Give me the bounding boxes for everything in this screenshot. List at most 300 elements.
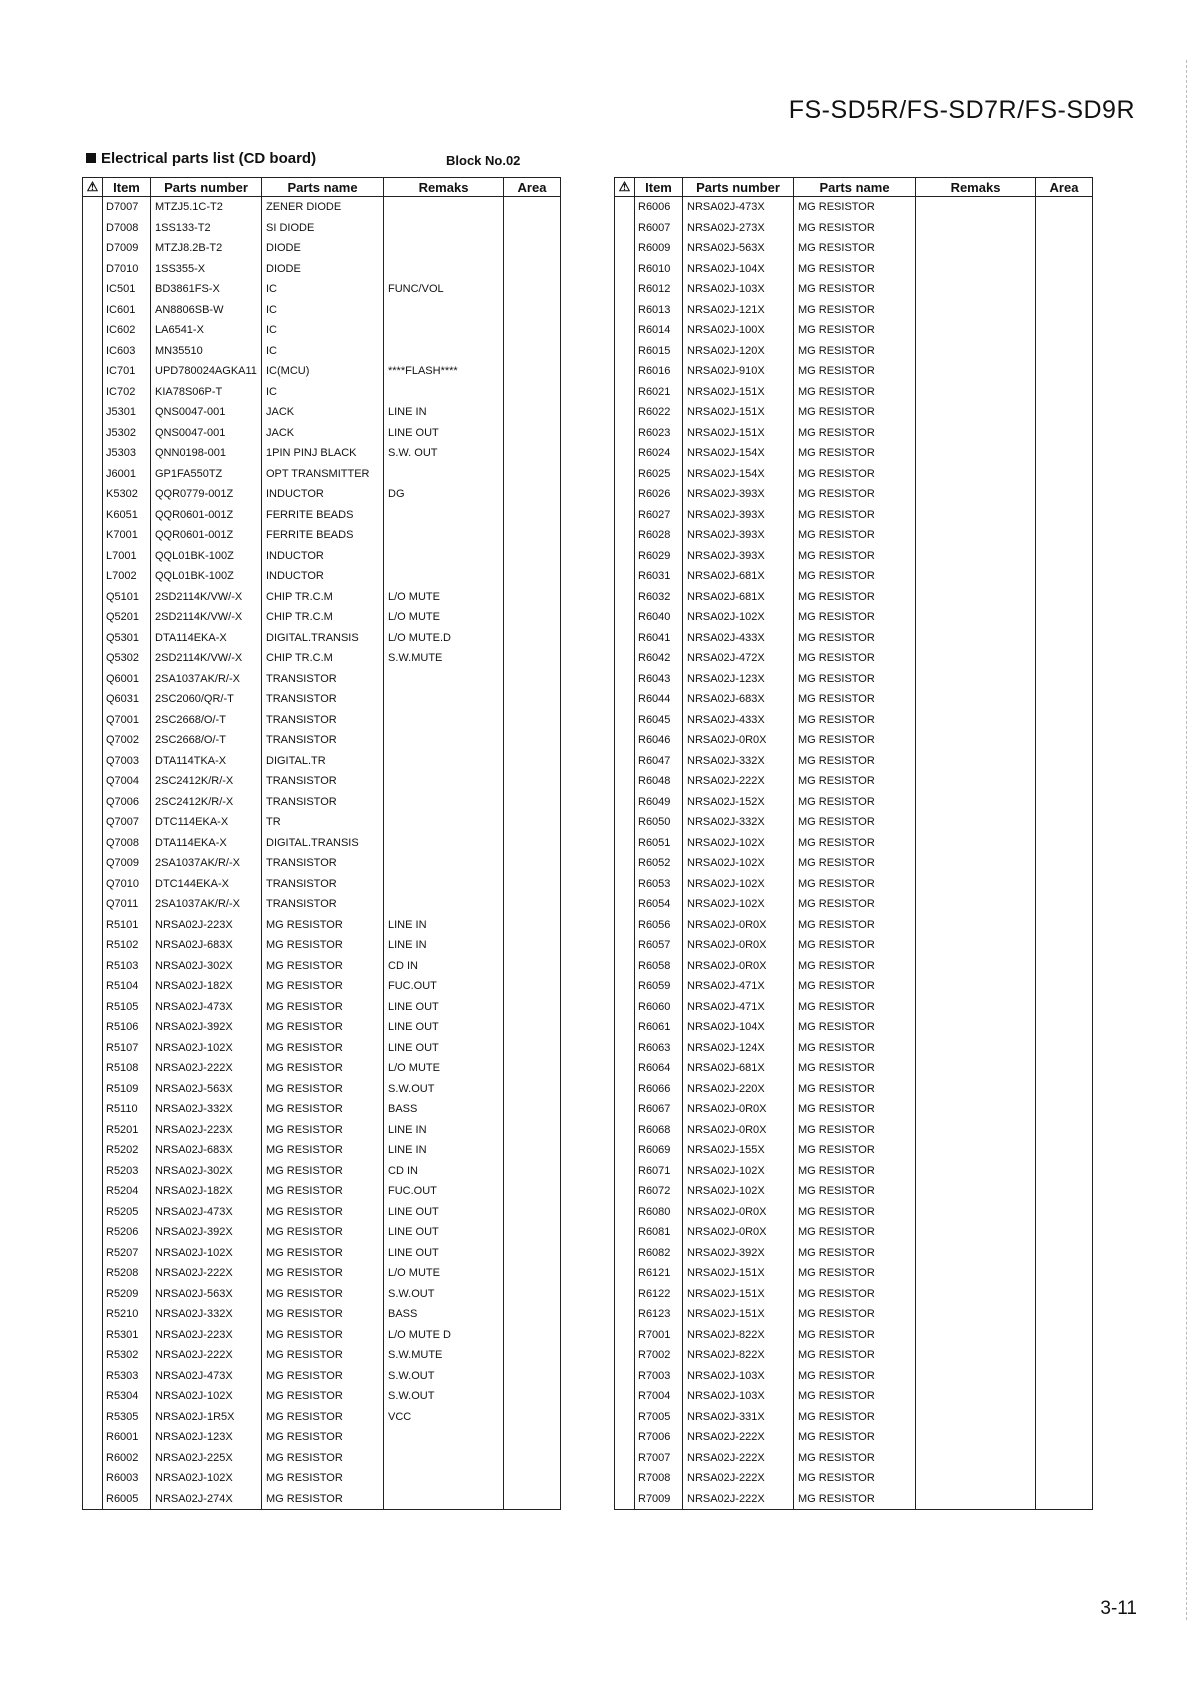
- column-header-part-name: Parts name: [794, 178, 916, 197]
- flag-cell: [83, 341, 103, 362]
- table-row: [83, 525, 561, 546]
- part-name-cell: JACK: [262, 402, 384, 423]
- flag-cell: [615, 402, 635, 423]
- remarks-cell: [916, 423, 1036, 444]
- item-cell: Q7009: [103, 853, 151, 874]
- part-name-cell: MG RESISTOR: [794, 423, 916, 444]
- item-cell: R5203: [103, 1161, 151, 1182]
- item-cell: K5302: [103, 484, 151, 505]
- area-cell: [1036, 382, 1093, 403]
- item-cell: R6043: [635, 669, 683, 690]
- item-cell: R5210: [103, 1304, 151, 1325]
- flag-cell: [615, 607, 635, 628]
- remarks-cell: [916, 833, 1036, 854]
- area-cell: [1036, 525, 1093, 546]
- flag-cell: [83, 1325, 103, 1346]
- area-cell: [1036, 1263, 1093, 1284]
- part-name-cell: MG RESISTOR: [794, 197, 916, 218]
- part-name-cell: TRANSISTOR: [262, 669, 384, 690]
- table-row: [83, 792, 561, 813]
- part-name-cell: MG RESISTOR: [794, 792, 916, 813]
- flag-cell: [83, 976, 103, 997]
- remarks-cell: [384, 833, 504, 854]
- item-cell: R6121: [635, 1263, 683, 1284]
- item-cell: R5207: [103, 1243, 151, 1264]
- item-cell: R6026: [635, 484, 683, 505]
- area-cell: [1036, 997, 1093, 1018]
- flag-cell: [83, 669, 103, 690]
- flag-cell: [83, 1017, 103, 1038]
- area-cell: [504, 546, 561, 567]
- part-name-cell: MG RESISTOR: [794, 894, 916, 915]
- part-number-cell: NRSA02J-393X: [683, 525, 794, 546]
- area-cell: [504, 1284, 561, 1305]
- remarks-cell: [384, 320, 504, 341]
- flag-cell: [615, 300, 635, 321]
- table-row: [83, 341, 561, 362]
- table-row: [615, 423, 1093, 444]
- flag-cell: [83, 566, 103, 587]
- remarks-cell: [916, 525, 1036, 546]
- remarks-cell: [916, 997, 1036, 1018]
- part-name-cell: MG RESISTOR: [262, 956, 384, 977]
- item-cell: R6059: [635, 976, 683, 997]
- caution-icon: ⚠: [83, 178, 103, 197]
- area-cell: [1036, 1448, 1093, 1469]
- remarks-cell: [916, 976, 1036, 997]
- table-row: [615, 894, 1093, 915]
- part-number-cell: 2SA1037AK/R/-X: [151, 894, 262, 915]
- area-cell: [1036, 1099, 1093, 1120]
- area-cell: [1036, 505, 1093, 526]
- part-number-cell: NRSA02J-274X: [151, 1489, 262, 1510]
- part-number-cell: NRSA02J-104X: [683, 259, 794, 280]
- table-row: [615, 935, 1093, 956]
- remarks-cell: FUC.OUT: [384, 976, 504, 997]
- flag-cell: [83, 607, 103, 628]
- item-cell: R6025: [635, 464, 683, 485]
- table-row: [83, 812, 561, 833]
- area-cell: [504, 341, 561, 362]
- item-cell: R6007: [635, 218, 683, 239]
- part-name-cell: IC: [262, 382, 384, 403]
- flag-cell: [83, 1427, 103, 1448]
- area-cell: [504, 771, 561, 792]
- part-number-cell: NRSA02J-222X: [151, 1345, 262, 1366]
- remarks-cell: [916, 874, 1036, 895]
- flag-cell: [83, 874, 103, 895]
- item-cell: R5204: [103, 1181, 151, 1202]
- part-name-cell: MG RESISTOR: [794, 1140, 916, 1161]
- item-cell: K6051: [103, 505, 151, 526]
- column-header-area: Area: [504, 178, 561, 197]
- flag-cell: [615, 587, 635, 608]
- remarks-cell: [916, 1161, 1036, 1182]
- flag-cell: [83, 1038, 103, 1059]
- item-cell: R6023: [635, 423, 683, 444]
- part-number-cell: NRSA02J-104X: [683, 1017, 794, 1038]
- area-cell: [504, 894, 561, 915]
- flag-cell: [83, 751, 103, 772]
- remarks-cell: [916, 1202, 1036, 1223]
- item-cell: R6013: [635, 300, 683, 321]
- area-cell: [504, 1468, 561, 1489]
- column-header-part-name: Parts name: [262, 178, 384, 197]
- part-number-cell: QNN0198-001: [151, 443, 262, 464]
- table-row: [83, 1181, 561, 1202]
- area-cell: [504, 197, 561, 218]
- part-number-cell: NRSA02J-472X: [683, 648, 794, 669]
- remarks-cell: LINE IN: [384, 915, 504, 936]
- part-name-cell: MG RESISTOR: [794, 1058, 916, 1079]
- flag-cell: [83, 1222, 103, 1243]
- part-number-cell: NRSA02J-683X: [683, 689, 794, 710]
- item-cell: R5303: [103, 1366, 151, 1387]
- item-cell: L7001: [103, 546, 151, 567]
- remarks-cell: [916, 648, 1036, 669]
- table-row: [83, 1243, 561, 1264]
- remarks-cell: L/O MUTE D: [384, 1325, 504, 1346]
- part-name-cell: IC: [262, 300, 384, 321]
- part-name-cell: MG RESISTOR: [262, 1468, 384, 1489]
- remarks-cell: L/O MUTE: [384, 607, 504, 628]
- table-row: [615, 1304, 1093, 1325]
- part-name-cell: MG RESISTOR: [794, 1284, 916, 1305]
- flag-cell: [615, 894, 635, 915]
- part-name-cell: MG RESISTOR: [794, 484, 916, 505]
- item-cell: R6058: [635, 956, 683, 977]
- table-row: [83, 361, 561, 382]
- part-name-cell: MG RESISTOR: [794, 1427, 916, 1448]
- remarks-cell: [384, 710, 504, 731]
- part-name-cell: MG RESISTOR: [794, 1448, 916, 1469]
- flag-cell: [83, 1345, 103, 1366]
- area-cell: [1036, 607, 1093, 628]
- item-cell: D7008: [103, 218, 151, 239]
- flag-cell: [615, 1161, 635, 1182]
- flag-cell: [615, 341, 635, 362]
- table-row: [615, 1407, 1093, 1428]
- part-number-cell: UPD780024AGKA11: [151, 361, 262, 382]
- table-row: [615, 1140, 1093, 1161]
- table-row: [615, 300, 1093, 321]
- flag-cell: [83, 956, 103, 977]
- remarks-cell: [384, 771, 504, 792]
- flag-cell: [83, 484, 103, 505]
- flag-cell: [83, 1263, 103, 1284]
- area-cell: [504, 1161, 561, 1182]
- column-header-remarks: Remaks: [916, 178, 1036, 197]
- part-number-cell: NRSA02J-393X: [683, 484, 794, 505]
- part-number-cell: NRSA02J-155X: [683, 1140, 794, 1161]
- table-header-row: [83, 178, 561, 197]
- table-row: [615, 648, 1093, 669]
- item-cell: R5209: [103, 1284, 151, 1305]
- item-cell: D7009: [103, 238, 151, 259]
- remarks-cell: [916, 238, 1036, 259]
- area-cell: [1036, 1161, 1093, 1182]
- table-row: [83, 976, 561, 997]
- flag-cell: [615, 525, 635, 546]
- area-cell: [1036, 1345, 1093, 1366]
- item-cell: Q5302: [103, 648, 151, 669]
- table-row: [83, 1386, 561, 1407]
- item-cell: L7002: [103, 566, 151, 587]
- part-number-cell: NRSA02J-0R0X: [683, 1202, 794, 1223]
- area-cell: [1036, 853, 1093, 874]
- table-row: [83, 1448, 561, 1469]
- part-name-cell: MG RESISTOR: [794, 1386, 916, 1407]
- remarks-cell: L/O MUTE: [384, 1263, 504, 1284]
- area-cell: [504, 505, 561, 526]
- area-cell: [504, 1202, 561, 1223]
- part-name-cell: MG RESISTOR: [794, 1181, 916, 1202]
- item-cell: R6021: [635, 382, 683, 403]
- table-row: [615, 464, 1093, 485]
- item-cell: R6071: [635, 1161, 683, 1182]
- part-name-cell: DIGITAL.TRANSIS: [262, 628, 384, 649]
- table-row: [83, 1038, 561, 1059]
- table-row: [83, 833, 561, 854]
- table-row: [83, 1017, 561, 1038]
- part-name-cell: MG RESISTOR: [262, 1284, 384, 1305]
- remarks-cell: [384, 505, 504, 526]
- item-cell: R6066: [635, 1079, 683, 1100]
- item-cell: R5206: [103, 1222, 151, 1243]
- area-cell: [504, 1325, 561, 1346]
- remarks-cell: [916, 1386, 1036, 1407]
- area-cell: [1036, 1202, 1093, 1223]
- item-cell: R5205: [103, 1202, 151, 1223]
- part-number-cell: 2SC2412K/R/-X: [151, 792, 262, 813]
- table-row: [615, 956, 1093, 977]
- part-name-cell: MG RESISTOR: [794, 259, 916, 280]
- area-cell: [504, 648, 561, 669]
- flag-cell: [615, 1366, 635, 1387]
- column-header-item: Item: [103, 178, 151, 197]
- remarks-cell: LINE OUT: [384, 1243, 504, 1264]
- item-cell: R6032: [635, 587, 683, 608]
- area-cell: [1036, 1140, 1093, 1161]
- area-cell: [504, 525, 561, 546]
- part-number-cell: 2SC2412K/R/-X: [151, 771, 262, 792]
- flag-cell: [83, 812, 103, 833]
- flag-cell: [83, 1407, 103, 1428]
- flag-cell: [83, 197, 103, 218]
- part-name-cell: MG RESISTOR: [794, 1099, 916, 1120]
- part-name-cell: INDUCTOR: [262, 484, 384, 505]
- remarks-cell: [916, 1263, 1036, 1284]
- area-cell: [504, 1345, 561, 1366]
- remarks-cell: [916, 587, 1036, 608]
- item-cell: R6031: [635, 566, 683, 587]
- table-row: [83, 710, 561, 731]
- table-row: [83, 1345, 561, 1366]
- part-name-cell: MG RESISTOR: [794, 751, 916, 772]
- remarks-cell: [384, 669, 504, 690]
- table-row: [83, 730, 561, 751]
- part-number-cell: NRSA02J-151X: [683, 1263, 794, 1284]
- part-name-cell: MG RESISTOR: [794, 1017, 916, 1038]
- table-row: [83, 197, 561, 218]
- part-name-cell: MG RESISTOR: [794, 1468, 916, 1489]
- flag-cell: [83, 402, 103, 423]
- part-number-cell: NRSA02J-1R5X: [151, 1407, 262, 1428]
- part-number-cell: NRSA02J-223X: [151, 1325, 262, 1346]
- area-cell: [1036, 218, 1093, 239]
- flag-cell: [615, 1489, 635, 1510]
- part-name-cell: MG RESISTOR: [794, 341, 916, 362]
- table-row: [615, 546, 1093, 567]
- part-name-cell: MG RESISTOR: [794, 1325, 916, 1346]
- area-cell: [504, 1099, 561, 1120]
- remarks-cell: [384, 525, 504, 546]
- flag-cell: [615, 1181, 635, 1202]
- item-cell: R6040: [635, 607, 683, 628]
- table-row: [615, 1099, 1093, 1120]
- remarks-cell: [916, 1468, 1036, 1489]
- part-name-cell: INDUCTOR: [262, 546, 384, 567]
- remarks-cell: [384, 300, 504, 321]
- flag-cell: [615, 1304, 635, 1325]
- table-row: [83, 874, 561, 895]
- item-cell: R6049: [635, 792, 683, 813]
- part-name-cell: MG RESISTOR: [262, 1058, 384, 1079]
- part-number-cell: KIA78S06P-T: [151, 382, 262, 403]
- item-cell: R6027: [635, 505, 683, 526]
- table-row: [83, 751, 561, 772]
- table-row: [83, 1427, 561, 1448]
- section-title-text: Electrical parts list: [101, 150, 235, 167]
- part-number-cell: NRSA02J-0R0X: [683, 1099, 794, 1120]
- part-name-cell: MG RESISTOR: [794, 361, 916, 382]
- item-cell: Q5201: [103, 607, 151, 628]
- table-row: [615, 587, 1093, 608]
- item-cell: R6044: [635, 689, 683, 710]
- remarks-cell: LINE OUT: [384, 1222, 504, 1243]
- table-row: [83, 464, 561, 485]
- item-cell: R6006: [635, 197, 683, 218]
- item-cell: R6009: [635, 238, 683, 259]
- table-row: [615, 874, 1093, 895]
- flag-cell: [615, 771, 635, 792]
- remarks-cell: L/O MUTE.D: [384, 628, 504, 649]
- flag-cell: [615, 484, 635, 505]
- table-row: [83, 402, 561, 423]
- table-row: [615, 1366, 1093, 1387]
- table-row: [83, 320, 561, 341]
- remarks-cell: LINE OUT: [384, 997, 504, 1018]
- part-number-cell: NRSA02J-222X: [151, 1058, 262, 1079]
- remarks-cell: [916, 894, 1036, 915]
- part-number-cell: 1SS355-X: [151, 259, 262, 280]
- part-name-cell: MG RESISTOR: [262, 1427, 384, 1448]
- table-row: [83, 1202, 561, 1223]
- table-row: [615, 751, 1093, 772]
- area-cell: [1036, 689, 1093, 710]
- item-cell: R5104: [103, 976, 151, 997]
- area-cell: [504, 259, 561, 280]
- area-cell: [504, 1304, 561, 1325]
- remarks-cell: [384, 689, 504, 710]
- area-cell: [504, 1366, 561, 1387]
- part-name-cell: TRANSISTOR: [262, 730, 384, 751]
- flag-cell: [83, 792, 103, 813]
- part-number-cell: NRSA02J-332X: [151, 1304, 262, 1325]
- table-row: [615, 238, 1093, 259]
- part-name-cell: MG RESISTOR: [794, 320, 916, 341]
- area-cell: [1036, 751, 1093, 772]
- flag-cell: [83, 300, 103, 321]
- table-row: [615, 997, 1093, 1018]
- flag-cell: [615, 1386, 635, 1407]
- area-cell: [1036, 730, 1093, 751]
- flag-cell: [615, 689, 635, 710]
- remarks-cell: LINE OUT: [384, 1017, 504, 1038]
- part-number-cell: NRSA02J-100X: [683, 320, 794, 341]
- area-cell: [504, 1407, 561, 1428]
- item-cell: R6002: [103, 1448, 151, 1469]
- flag-cell: [615, 669, 635, 690]
- table-row: [83, 894, 561, 915]
- flag-cell: [615, 710, 635, 731]
- remarks-cell: [384, 730, 504, 751]
- part-name-cell: MG RESISTOR: [794, 730, 916, 751]
- part-name-cell: MG RESISTOR: [794, 1079, 916, 1100]
- table-row: [83, 1325, 561, 1346]
- remarks-cell: S.W.OUT: [384, 1386, 504, 1407]
- part-number-cell: 1SS133-T2: [151, 218, 262, 239]
- area-cell: [504, 935, 561, 956]
- remarks-cell: [916, 1140, 1036, 1161]
- remarks-cell: [916, 218, 1036, 239]
- area-cell: [1036, 874, 1093, 895]
- item-cell: IC701: [103, 361, 151, 382]
- area-cell: [1036, 710, 1093, 731]
- part-number-cell: NRSA02J-681X: [683, 566, 794, 587]
- remarks-cell: [384, 1489, 504, 1510]
- part-name-cell: MG RESISTOR: [794, 525, 916, 546]
- flag-cell: [615, 423, 635, 444]
- item-cell: R6014: [635, 320, 683, 341]
- part-number-cell: NRSA02J-473X: [683, 197, 794, 218]
- area-cell: [504, 443, 561, 464]
- part-number-cell: NRSA02J-123X: [151, 1427, 262, 1448]
- column-header-part-number: Parts number: [151, 178, 262, 197]
- area-cell: [504, 710, 561, 731]
- area-cell: [1036, 1304, 1093, 1325]
- item-cell: IC603: [103, 341, 151, 362]
- flag-cell: [615, 1243, 635, 1264]
- remarks-cell: [916, 279, 1036, 300]
- part-number-cell: 2SD2114K/VW/-X: [151, 587, 262, 608]
- remarks-cell: [384, 874, 504, 895]
- flag-cell: [615, 792, 635, 813]
- item-cell: R6060: [635, 997, 683, 1018]
- part-number-cell: MTZJ8.2B-T2: [151, 238, 262, 259]
- table-row: [83, 279, 561, 300]
- part-name-cell: INDUCTOR: [262, 566, 384, 587]
- table-row: [615, 771, 1093, 792]
- item-cell: R5301: [103, 1325, 151, 1346]
- table-row: [83, 1407, 561, 1428]
- area-cell: [504, 1181, 561, 1202]
- flag-cell: [615, 361, 635, 382]
- table-row: [615, 853, 1093, 874]
- remarks-cell: S.W.MUTE: [384, 648, 504, 669]
- part-name-cell: MG RESISTOR: [262, 1099, 384, 1120]
- table-row: [83, 1079, 561, 1100]
